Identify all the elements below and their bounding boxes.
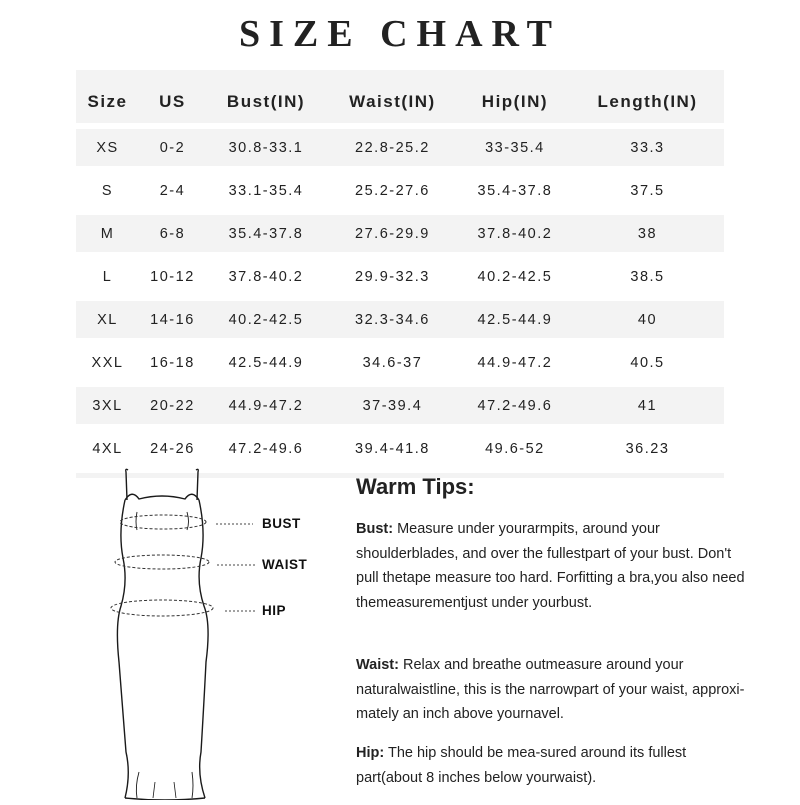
cell-hip: 42.5-44.9: [459, 301, 571, 338]
size-chart-table: [76, 64, 724, 484]
table-row: [76, 344, 724, 381]
dress-illustration: [95, 462, 335, 800]
cell-size: 3XL: [76, 387, 139, 424]
header-length: Length(IN): [571, 70, 724, 123]
cell-hip: 40.2-42.5: [459, 258, 571, 295]
cell-waist: 22.8-25.2: [326, 129, 459, 166]
cell-bust: 30.8-33.1: [206, 129, 326, 166]
cell-size: 4XL: [76, 430, 139, 467]
cell-waist: 34.6-37: [326, 344, 459, 381]
hip-tip: [356, 741, 756, 790]
cell-us: 6-8: [139, 215, 206, 252]
hip-label: HIP: [262, 603, 287, 618]
table-row: [76, 215, 724, 252]
cell-us: 10-12: [139, 258, 206, 295]
cell-waist: 39.4-41.8: [326, 430, 459, 467]
header-size: Size: [76, 70, 139, 123]
header-hip: Hip(IN): [459, 70, 571, 123]
cell-length: 41: [571, 387, 724, 424]
bust-label: BUST: [262, 516, 301, 531]
cell-bust: 47.2-49.6: [206, 430, 326, 467]
table-row: [76, 172, 724, 209]
cell-us: 14-16: [139, 301, 206, 338]
warm-tips-heading: Warm Tips:: [356, 474, 475, 499]
cell-size: S: [76, 172, 139, 209]
table-row: [76, 258, 724, 295]
cell-waist: 25.2-27.6: [326, 172, 459, 209]
cell-us: 24-26: [139, 430, 206, 467]
cell-length: 38.5: [571, 258, 724, 295]
table-row: [76, 301, 724, 338]
cell-size: XS: [76, 129, 139, 166]
header-us: US: [139, 70, 206, 123]
cell-length: 33.3: [571, 129, 724, 166]
cell-size: L: [76, 258, 139, 295]
cell-length: 36.23: [571, 430, 724, 467]
bust-tip: [356, 517, 756, 615]
cell-us: 16-18: [139, 344, 206, 381]
cell-bust: 33.1-35.4: [206, 172, 326, 209]
cell-waist: 27.6-29.9: [326, 215, 459, 252]
cell-hip: 49.6-52: [459, 430, 571, 467]
cell-us: 20-22: [139, 387, 206, 424]
cell-size: M: [76, 215, 139, 252]
waist-tip: [356, 653, 756, 727]
dress-outline-icon: [95, 462, 335, 800]
cell-length: 40: [571, 301, 724, 338]
cell-hip: 44.9-47.2: [459, 344, 571, 381]
bust-measure-ring: [120, 515, 206, 529]
cell-waist: 37-39.4: [326, 387, 459, 424]
hip-tip-label: Hip:: [356, 745, 385, 761]
table-row: [76, 129, 724, 166]
waist-measure-ring: [115, 555, 209, 569]
hip-measure-ring: [111, 600, 213, 616]
cell-hip: 47.2-49.6: [459, 387, 571, 424]
table-header-row: [76, 70, 724, 123]
cell-length: 38: [571, 215, 724, 252]
cell-bust: 37.8-40.2: [206, 258, 326, 295]
waist-tip-text: Relax and breathe outmeasure around your naturalwaistline, this is the narrowpart of your waist, approxi-mately an inch above yournavel.: [356, 657, 745, 722]
cell-size: XXL: [76, 344, 139, 381]
cell-bust: 35.4-37.8: [206, 215, 326, 252]
table-row: [76, 387, 724, 424]
cell-bust: 42.5-44.9: [206, 344, 326, 381]
cell-hip: 35.4-37.8: [459, 172, 571, 209]
cell-us: 2-4: [139, 172, 206, 209]
page-title: SIZE CHART: [238, 13, 561, 55]
cell-hip: 37.8-40.2: [459, 215, 571, 252]
waist-label: WAIST: [262, 557, 308, 572]
cell-length: 40.5: [571, 344, 724, 381]
header-bust: Bust(IN): [206, 70, 326, 123]
bust-tip-text: Measure under yourarmpits, around your shoulderblades, and over the fullestpart of your bust. Don't pull thetape measure too hard. Forfitting a bra,you also need themeasurementjust under yourbust.: [356, 521, 745, 611]
cell-size: XL: [76, 301, 139, 338]
cell-waist: 29.9-32.3: [326, 258, 459, 295]
waist-tip-label: Waist:: [356, 657, 399, 673]
cell-waist: 32.3-34.6: [326, 301, 459, 338]
hip-tip-text: The hip should be mea-sured around its fullest part(about 8 inches below yourwaist).: [356, 745, 687, 786]
header-waist: Waist(IN): [326, 70, 459, 123]
cell-hip: 33-35.4: [459, 129, 571, 166]
cell-length: 37.5: [571, 172, 724, 209]
cell-bust: 44.9-47.2: [206, 387, 326, 424]
cell-bust: 40.2-42.5: [206, 301, 326, 338]
cell-us: 0-2: [139, 129, 206, 166]
bust-tip-label: Bust:: [356, 521, 394, 537]
